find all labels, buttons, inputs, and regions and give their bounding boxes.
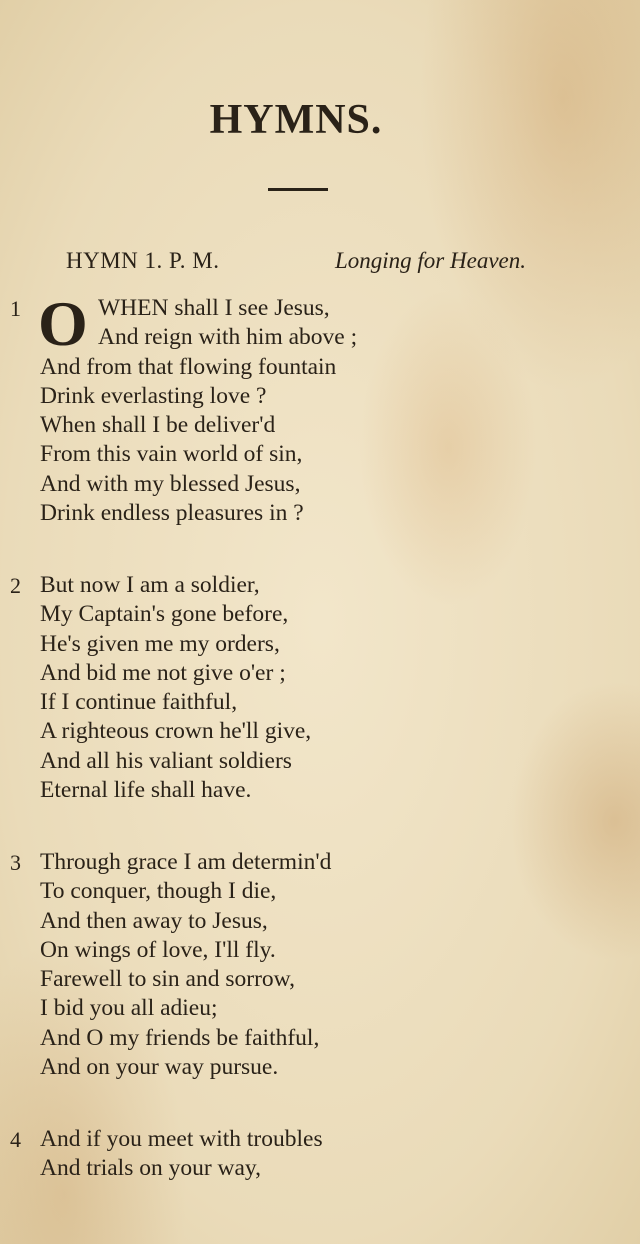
- verse-line: But now I am a soldier,: [40, 572, 260, 598]
- verse-line: He's given me my orders,: [40, 630, 280, 657]
- verse-line: And reign with him above ;: [98, 324, 358, 351]
- drop-cap-letter: O: [38, 288, 88, 359]
- verse-line: And O my friends be faithful,: [40, 1024, 320, 1051]
- hymn-theme: Longing for Heaven.: [334, 248, 526, 273]
- verse-lines: [40, 848, 600, 1082]
- verse-line: And on your way pursue.: [40, 1054, 279, 1081]
- verse-line: Eternal life shall have.: [40, 777, 252, 804]
- verse-line: Farewell to sin and sorrow,: [40, 966, 295, 993]
- verse-number: 3: [10, 850, 21, 875]
- verse-line: And bid me not give o'er ;: [40, 659, 286, 686]
- verse-line: On wings of love, I'll fly.: [40, 936, 276, 963]
- hymn-heading: [66, 248, 536, 274]
- verse-lines: [40, 571, 600, 805]
- verse-lines: [38, 288, 600, 528]
- verse-line: WHEN shall I see Jesus,: [98, 295, 330, 321]
- verse-line: And all his valiant soldiers: [40, 747, 292, 774]
- hymn-number-label: HYMN 1. P. M.: [66, 248, 220, 273]
- verse-line: And from that flowing fountain: [40, 353, 337, 380]
- title-divider: [268, 188, 328, 191]
- verse-line: When shall I be deliver'd: [40, 412, 276, 439]
- verse-number: 1: [10, 296, 21, 321]
- verse-line: A righteous crown he'll give,: [40, 718, 312, 745]
- verse-number: 2: [10, 573, 21, 598]
- verse-number: 4: [10, 1127, 21, 1152]
- verse-line: And then away to Jesus,: [40, 907, 268, 934]
- verse-line: My Captain's gone before,: [40, 601, 289, 628]
- page-title: HYMNS.: [209, 97, 383, 143]
- verse-line: I bid you all adieu;: [40, 995, 218, 1022]
- verse-line: And if you meet with troubles: [40, 1126, 323, 1152]
- verse-line: To conquer, though I die,: [40, 878, 277, 905]
- verse-line: Drink everlasting love ?: [40, 382, 267, 409]
- verse-line: And with my blessed Jesus,: [40, 470, 301, 497]
- verse-line: Drink endless pleasures in ?: [40, 500, 304, 527]
- verse-line: And trials on your way,: [40, 1155, 262, 1182]
- verse-line: If I continue faithful,: [40, 689, 238, 716]
- verse-lines: [40, 1125, 600, 1184]
- verse-line: Through grace I am determin'd: [40, 849, 332, 875]
- verse-line: From this vain world of sin,: [40, 441, 303, 468]
